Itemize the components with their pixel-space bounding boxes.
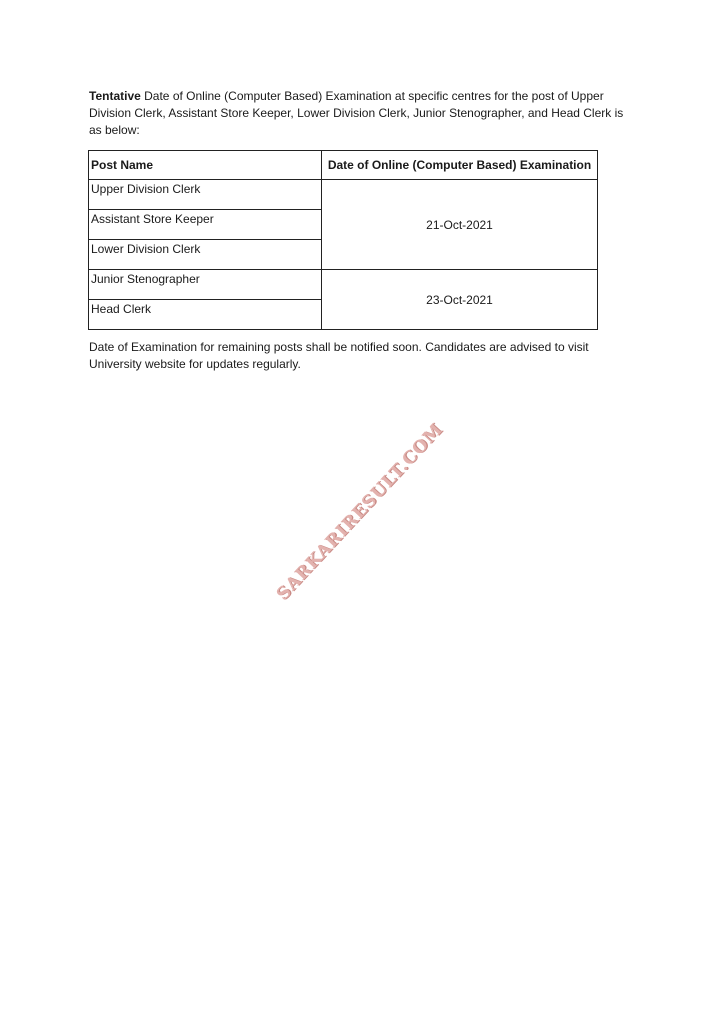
table-row — [89, 180, 598, 210]
post-cell: Assistant Store Keeper — [89, 210, 322, 240]
post-cell: Junior Stenographer — [89, 270, 322, 300]
post-cell: Head Clerk — [89, 300, 322, 330]
header-exam-date: Date of Online (Computer Based) Examination — [322, 151, 598, 180]
header-post-name: Post Name — [89, 151, 322, 180]
intro-bold-word: Tentative — [89, 89, 141, 103]
watermark: SARKARIRESULT.COM — [272, 419, 448, 605]
intro-paragraph — [89, 88, 634, 139]
intro-text: Date of Online (Computer Based) Examination at specific centres for the post of Upper Division Clerk, Assistant Store Keeper, Lower Division Clerk, Junior Stenographer, and Head Clerk is as below: — [89, 89, 624, 137]
table-row — [89, 270, 598, 300]
date-cell: 23-Oct-2021 — [322, 270, 598, 330]
post-cell: Lower Division Clerk — [89, 240, 322, 270]
post-cell: Upper Division Clerk — [89, 180, 322, 210]
exam-schedule-table — [88, 150, 598, 330]
footer-note: Date of Examination for remaining posts shall be notified soon. Candidates are advised to visit University website for updates regularly. — [89, 340, 589, 371]
date-cell: 21-Oct-2021 — [322, 180, 598, 270]
table-header-row — [89, 151, 598, 180]
